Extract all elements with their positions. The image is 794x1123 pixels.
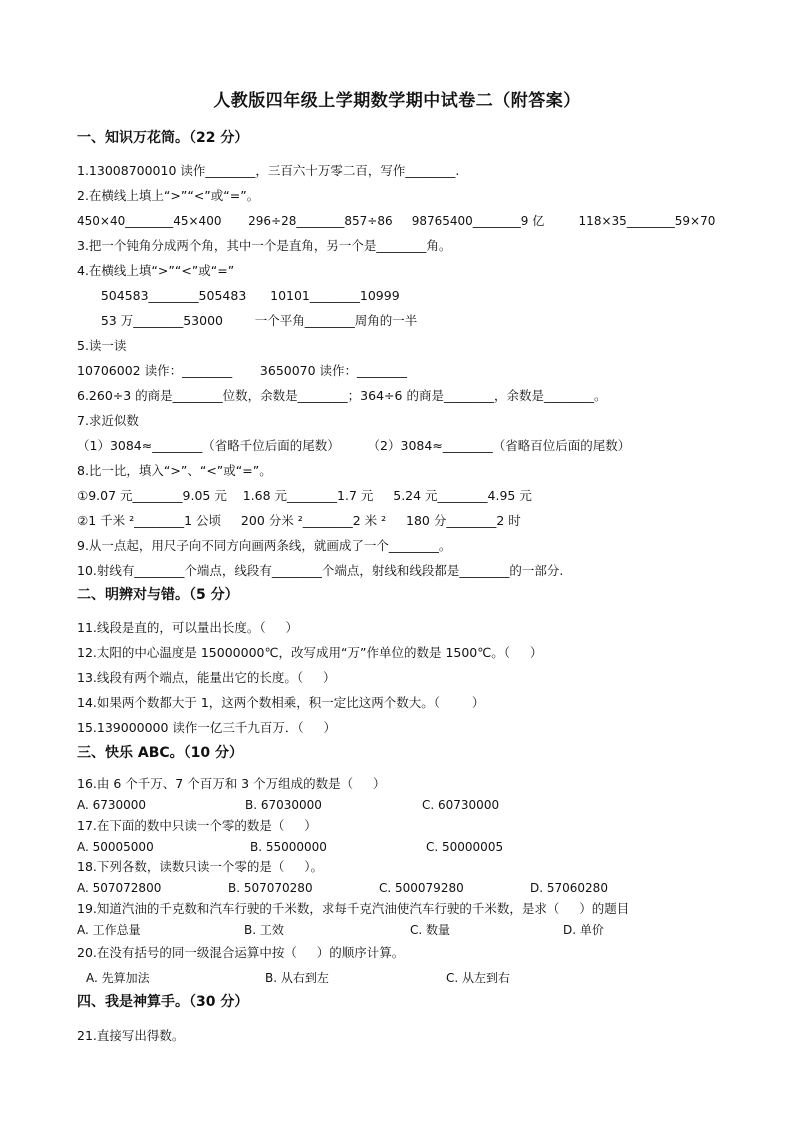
q20-option-b: B. 从右到左 (265, 971, 329, 985)
question-2: 2.在横线上填上“>”“<”或“=”。 (77, 188, 260, 203)
question-20: 20.在没有括号的同一级混合运算中按（ ）的顺序计算。 (77, 945, 405, 960)
question-4-row-1: 504583________505483 10101________10999 (77, 288, 400, 303)
question-8: 8.比一比，填入“>”、“<”或“=”。 (77, 463, 272, 478)
question-14: 14.如果两个数都大于 1，这两个数相乘，积一定比这两个数大。（ ） (77, 695, 485, 710)
exam-title: 人教版四年级上学期数学期中试卷二（附答案） (213, 91, 581, 111)
question-8-row-1: ①9.07 元________9.05 元 1.68 元________1.7 元 5.24 元________4.95 元 (77, 488, 532, 503)
question-7: 7.求近似数 (77, 413, 139, 428)
q16-option-b: B. 67030000 (245, 798, 322, 812)
question-8-row-2: ②1 千米 ²________1 公顷 200 分米 ²________2 米 ² 180 分________2 时 (77, 513, 521, 528)
q19-option-c: C. 数量 (410, 923, 451, 937)
q20-option-a: A. 先算加法 (86, 971, 150, 985)
question-9: 9.从一点起，用尺子向不同方向画两条线，就画成了一个________。 (77, 538, 452, 553)
question-12: 12.太阳的中心温度是 15000000℃，改写成用“万”作单位的数是 1500℃。（ ） (77, 645, 543, 660)
question-16: 16.由 6 个千万、7 个百万和 3 个万组成的数是（ ） (77, 776, 386, 791)
q17-option-c: C. 50000005 (426, 840, 504, 854)
q18-option-c: C. 500079280 (379, 881, 464, 895)
question-3: 3.把一个钝角分成两个角，其中一个是直角，另一个是________角。 (77, 238, 452, 253)
q18-option-d: D. 57060280 (530, 881, 608, 895)
q16-option-c: C. 60730000 (422, 798, 500, 812)
section-2-heading: 二、明辨对与错。（5 分） (77, 587, 239, 603)
question-7-items: （1）3084≈________（省略千位后面的尾数） （2）3084≈________（省略百位后面的尾数） (77, 438, 631, 453)
question-5: 5.读一读 (77, 338, 127, 353)
question-13: 13.线段有两个端点，能量出它的长度。（ ） (77, 670, 336, 685)
question-1: 1.13008700010 读作________，三百六十万零二百，写作________. (77, 163, 460, 178)
section-3-heading: 三、快乐 ABC。（10 分） (77, 745, 244, 761)
q19-option-a: A. 工作总量 (77, 923, 141, 937)
q17-option-a: A. 50005000 (77, 840, 154, 854)
q16-option-a: A. 6730000 (77, 798, 147, 812)
question-5-items: 10706002 读作：________ 3650070 读作：________ (77, 363, 408, 378)
q18-option-a: A. 507072800 (77, 881, 162, 895)
question-19: 19.知道汽油的千克数和汽车行驶的千米数，求每千克汽油使汽车行驶的千米数，是求（ ）的题目 (77, 901, 630, 916)
q18-option-b: B. 507070280 (228, 881, 313, 895)
q20-option-c: C. 从左到右 (446, 971, 511, 985)
question-4: 4.在横线上填“>”“<”或“=” (77, 263, 235, 278)
q19-option-b: B. 工效 (244, 923, 284, 937)
question-10: 10.射线有________个端点，线段有________个端点，射线和线段都是________的一部分. (77, 563, 564, 578)
q19-option-d: D. 单价 (563, 923, 604, 937)
question-21: 21.直接写出得数。 (77, 1028, 185, 1043)
section-1-heading: 一、知识万花筒。（22 分） (77, 130, 249, 146)
question-11: 11.线段是直的，可以量出长度。（ ） (77, 620, 298, 635)
question-17: 17.在下面的数中只读一个零的数是（ ） (77, 818, 317, 833)
question-18: 18.下列各数，读数只读一个零的是（ ）。 (77, 859, 323, 874)
q17-option-b: B. 55000000 (250, 840, 327, 854)
section-4-heading: 四、我是神算手。（30 分） (77, 994, 249, 1010)
question-4-row-2: 53 万________53000 一个平角________周角的一半 (77, 313, 418, 328)
question-6: 6.260÷3 的商是________位数，余数是________；364÷6 的商是________，余数是________。 (77, 388, 607, 403)
question-2-items: 450×40________45×400 296÷28________857÷86 98765400________9 亿 118×35________59×70 (77, 214, 716, 228)
question-15: 15.139000000 读作一亿三千九百万．（ ） (77, 720, 337, 735)
